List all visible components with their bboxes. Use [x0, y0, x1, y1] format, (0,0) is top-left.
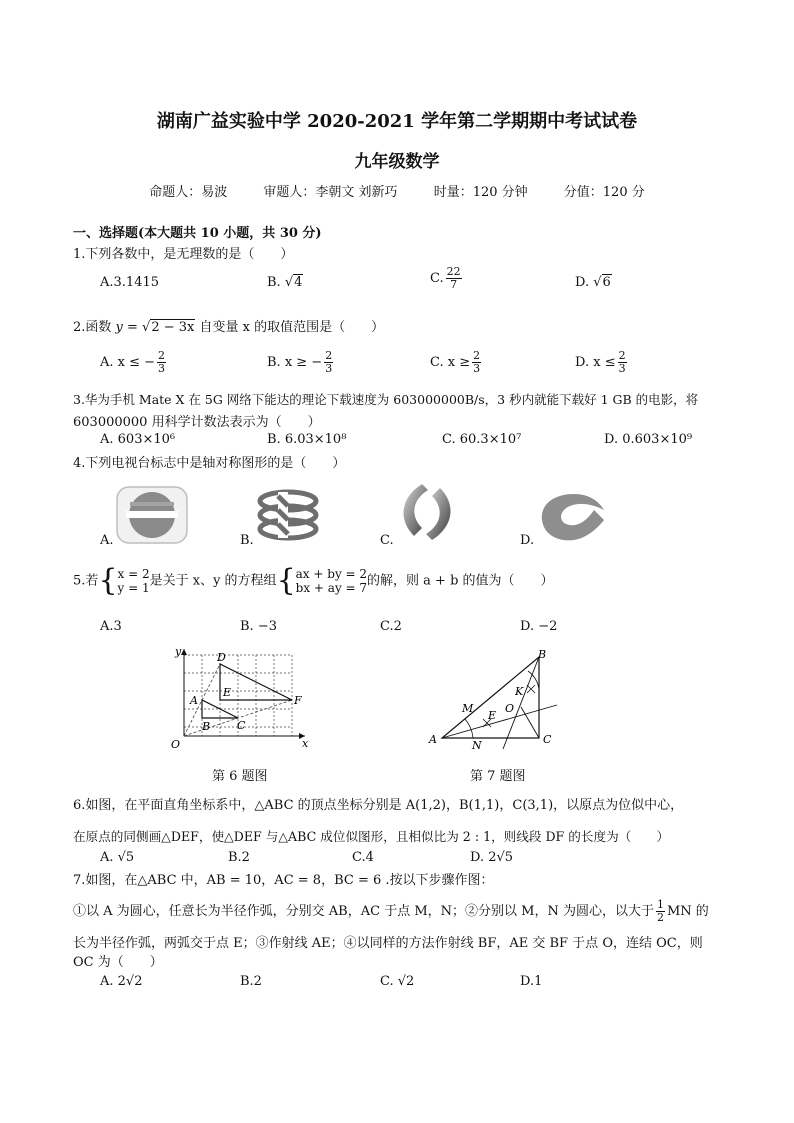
q5-option-a: A.3	[100, 619, 122, 634]
fig7-label-e: E	[488, 709, 497, 722]
fig7-label-c: C	[543, 733, 552, 746]
exam-meta	[0, 181, 794, 200]
q3-option-d: D. 0.603×10⁹	[604, 432, 693, 447]
fig6-label-x: x	[302, 737, 309, 750]
figure-6-caption: 第 6 题图	[212, 769, 268, 784]
time-limit: 时量：120 分钟	[433, 185, 528, 200]
question-6-line-1: 6.如图，在平面直角坐标系中，△ABC 的顶点坐标分别是 A(1,2)，B(1,1)，C(3,1)，以原点为位似中心，	[73, 798, 684, 813]
q6-option-a: A. √5	[100, 850, 135, 865]
question-5-stem: 5.若{ x = 2 y = 1 是关于 x、y 的方程组{ ax + by = 2 bx + ay = 7 的解，则 a + b 的值为（ ）	[73, 563, 554, 598]
q1-option-a: A.3.1415	[100, 275, 160, 290]
reviewer: 审题人：李朝文 刘新巧	[263, 185, 398, 200]
exam-title: 湖南广益实验中学 2020-2021 学年第二学期期中考试试卷	[156, 111, 638, 132]
question-7-line-3: 长为半径作弧，两弧交于点 E；③作射线 AE；④以同样的方法作射线 BF，AE 交 BF 于点 O，连结 OC，则	[73, 936, 703, 951]
q2-option-c: C. x ≥ $\frac{2}{3}$	[430, 349, 481, 375]
q5-option-c: C.2	[380, 619, 402, 634]
q5-option-d: D. −2	[520, 619, 558, 634]
tv-logo-b	[252, 486, 324, 544]
q1-option-b: B. √4	[267, 275, 303, 290]
figure-7	[425, 645, 565, 755]
q4-option-d: D.	[520, 533, 535, 548]
fig6-label-a: A	[190, 694, 198, 707]
fig7-label-a: A	[429, 733, 437, 746]
q4-option-a: A.	[100, 533, 114, 548]
fig6-label-f: F	[294, 694, 302, 707]
tv-logo-a	[116, 486, 188, 544]
question-2-stem: 2.函数 y = √2 − 3x 自变量 x 的取值范围是（ ）	[73, 320, 385, 335]
fig7-label-m: M	[462, 702, 474, 715]
question-7-line-2: ①以 A 为圆心，任意长为半径作弧，分别交 AB，AC 于点 M，N；②分别以 M，N 为圆心，以大于 $\frac{1}{2}$ MN 的	[73, 898, 709, 924]
question-3-line-2: 603000000 用科学计数法表示为（ ）	[73, 415, 321, 430]
tv-logo-d	[538, 490, 610, 544]
q7-option-d: D.1	[520, 974, 543, 989]
q7-option-a: A. 2√2	[100, 974, 143, 989]
question-7-line-1: 7.如图，在△ABC 中，AB = 10，AC = 8，BC = 6 .按以下步骤作图：	[73, 873, 494, 888]
q7-option-b: B.2	[240, 974, 262, 989]
q5-option-b: B. −3	[240, 619, 277, 634]
q1-option-d: D. √6	[575, 275, 611, 290]
q6-option-c: C.4	[352, 850, 374, 865]
section-heading: 一、选择题(本大题共 10 小题，共 30 分)	[73, 226, 322, 241]
fig7-label-k: K	[515, 685, 524, 698]
fig6-label-y: y	[175, 645, 182, 658]
question-7-line-4: OC 为（ ）	[73, 955, 163, 970]
q1-option-c: C. $\frac{22}{7}$	[430, 265, 461, 291]
exam-subtitle: 九年级数学	[354, 152, 440, 172]
question-1-stem: 1.下列各数中，是无理数的是（ ）	[73, 247, 294, 262]
figure-7-caption: 第 7 题图	[470, 769, 526, 784]
fig7-label-n: N	[472, 739, 482, 752]
tv-logo-c	[392, 480, 464, 544]
fig6-label-e: E	[223, 686, 232, 699]
fig7-label-o: O	[505, 702, 515, 715]
question-4-stem: 4.下列电视台标志中是轴对称图形的是（ ）	[73, 456, 346, 471]
q4-option-b: B.	[240, 533, 254, 548]
total-score: 分值：120 分	[563, 185, 645, 200]
fig6-label-o: O	[171, 738, 181, 751]
q2-option-a: A. x ≤ − $\frac{2}{3}$	[100, 349, 166, 375]
figure-6	[165, 645, 315, 755]
fig6-label-d: D	[217, 651, 226, 664]
q2-option-b: B. x ≥ − $\frac{2}{3}$	[267, 349, 333, 375]
question-3-line-1: 3.华为手机 Mate X 在 5G 网络下能达的理论下载速度为 603000000B/s，3 秒内就能下载好 1 GB 的电影，将	[73, 392, 699, 407]
q4-option-c: C.	[380, 533, 394, 548]
q2-option-d: D. x ≤ $\frac{2}{3}$	[575, 349, 626, 375]
fig7-label-b: B	[538, 648, 547, 661]
q3-option-c: C. 60.3×10⁷	[442, 432, 522, 447]
question-6-line-2: 在原点的同侧画△DEF，使△DEF 与△ABC 成位似图形，且相似比为 2 : 1，则线段 DF 的长度为（ ）	[73, 829, 670, 844]
fig6-label-b: B	[202, 720, 211, 733]
q3-option-a: A. 603×10⁶	[100, 432, 176, 447]
q6-option-d: D. 2√5	[470, 850, 514, 865]
q7-option-c: C. √2	[380, 974, 415, 989]
q3-option-b: B. 6.03×10⁸	[267, 432, 347, 447]
author: 命题人：易波	[149, 185, 228, 200]
fig6-label-c: C	[237, 719, 246, 732]
q6-option-b: B.2	[228, 850, 250, 865]
